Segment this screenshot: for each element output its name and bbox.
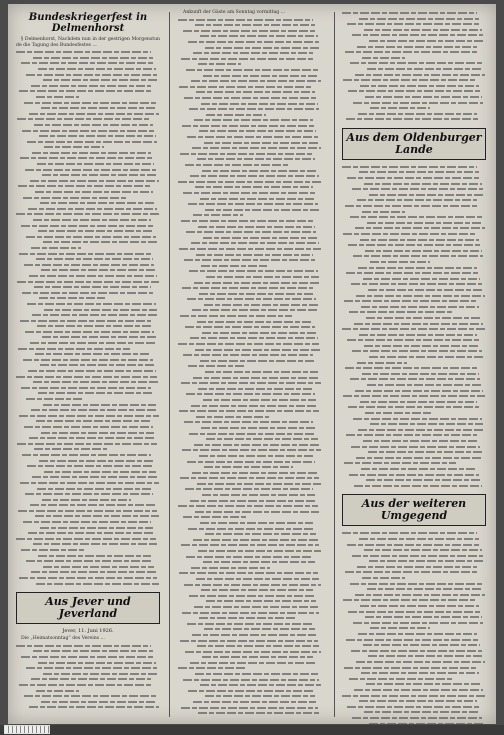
article-text-lines <box>342 164 486 488</box>
article-lead: § Delmenhorst, Nachdem nun in der gestrigen Morgenstunde die Tagung des Bundesfestes ... <box>16 37 160 48</box>
column-divider <box>334 12 335 717</box>
article-lead: Die „Heimatsonntag“ des Vereins ... <box>21 636 105 642</box>
text-line <box>16 704 159 710</box>
section-box <box>342 128 486 160</box>
article-text-lines <box>342 530 486 724</box>
section-title: Aus der weiteren Umgegend <box>361 497 467 523</box>
article-body <box>16 37 160 48</box>
column-divider <box>169 12 170 717</box>
text-line <box>342 721 483 725</box>
section-title: Aus dem Oldenburger Lande <box>346 130 482 156</box>
newspaper-page <box>8 4 496 724</box>
column-2 <box>178 10 322 716</box>
text-line <box>342 483 482 489</box>
text-line <box>16 581 159 587</box>
viewer-footer <box>0 725 504 735</box>
article-body <box>16 636 160 642</box>
article-heading: Bundeskriegerfest in Delmenhorst <box>28 12 148 34</box>
article-body <box>178 10 322 16</box>
text-line <box>342 116 479 122</box>
text-line <box>178 710 319 716</box>
article-text-lines <box>342 10 486 122</box>
section-title: Aus Jever und Jeverland <box>45 595 131 621</box>
column-3 <box>342 10 486 724</box>
article-text-lines <box>178 17 322 716</box>
scale-ruler <box>4 725 50 734</box>
dateline: Jever, 11. Juni 1926. <box>62 628 114 635</box>
section-box <box>342 494 486 526</box>
article-text-lines <box>16 49 160 586</box>
section-box <box>16 592 160 624</box>
column-1 <box>16 10 160 710</box>
article-lead: Ankunft der Gäste am Sonntag vormittag ... <box>183 10 286 15</box>
article-text-lines <box>16 643 160 710</box>
